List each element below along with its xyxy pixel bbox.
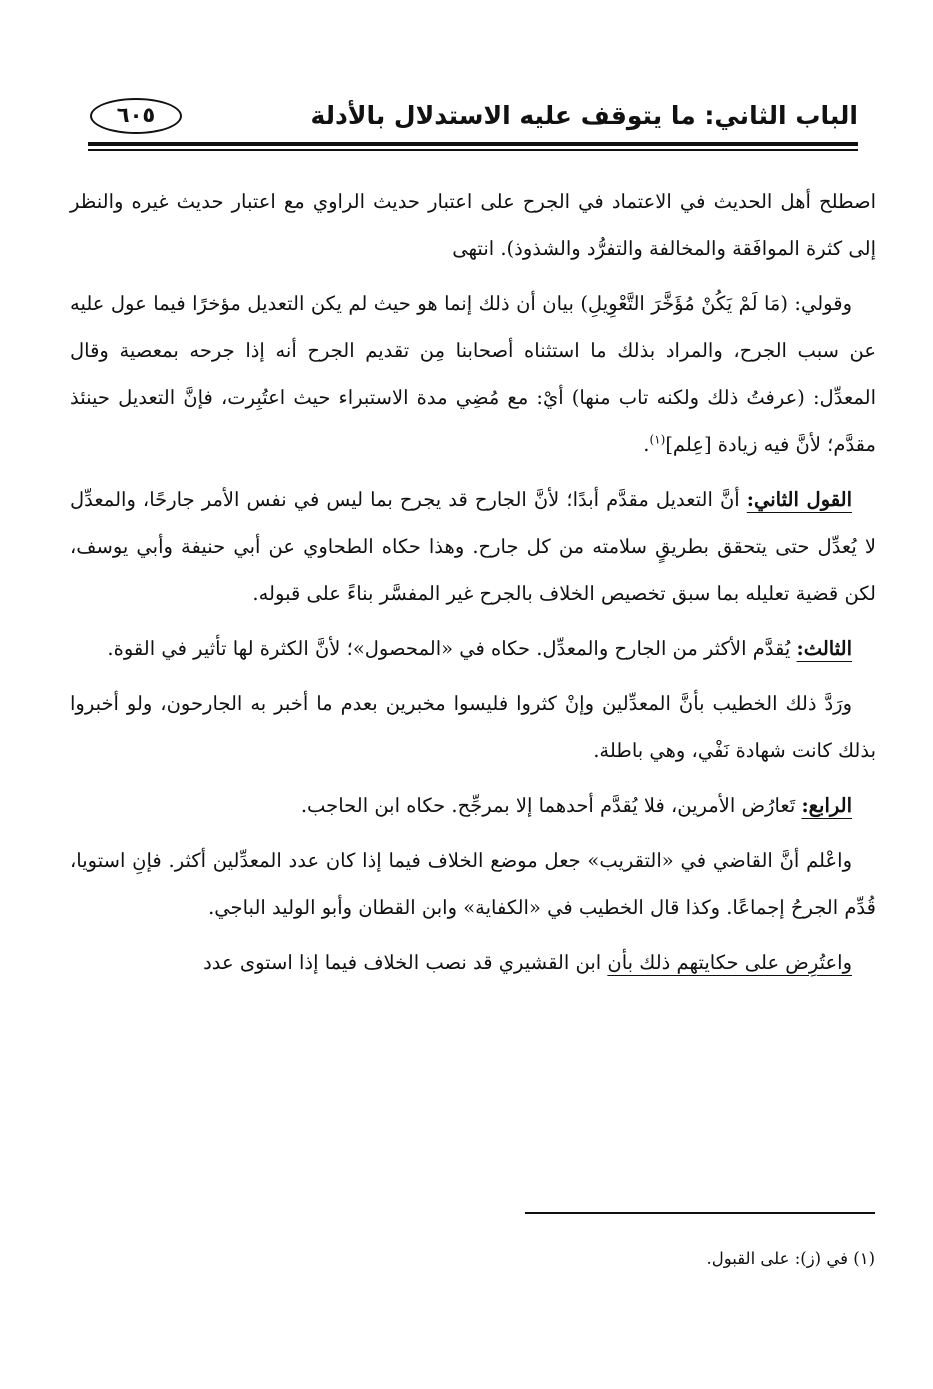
page-header — [88, 92, 858, 154]
main-text — [70, 178, 876, 994]
page-number-oval — [90, 98, 182, 134]
paragraph-7 — [70, 837, 876, 931]
paragraph-3 — [70, 476, 876, 617]
paragraph-text: وقولي: (مَا لَمْ يَكُنْ مُؤَخَّرَ التَّعْوِيلِ) بيان أن ذلك إنما هو حيث لم يكن التعديل مؤخرًا فيما عول عليه عن سبب الجرح، والمراد بذلك ما استثناه أصحابنا مِن تقديم الجرح أنه إذا جرحه بمعصية وقال المعدِّل: (عرفتُ ذلك ولكنه تاب منها) أيْ: مع مُضِي مدة الاستبراء حيث اعتُبِرت، فإنَّ التعديل حينئذ مقدَّم؛ لأنَّ فيه زيادة [عِلم] — [70, 292, 876, 456]
paragraph-text: ورَدَّ ذلك الخطيب بأنَّ المعدِّلين وإنْ كثروا فليسوا مخبرين بعدم ما أخبر به الجارحون، ولو أخبروا بذلك كانت شهادة نَفْي، وهي باطلة. — [70, 692, 876, 762]
footnote-marker: (١) — [649, 432, 666, 447]
paragraph-lead: القول الثاني: — [746, 488, 852, 511]
paragraph-lead: الثالث: — [796, 637, 852, 660]
paragraph-text: يُقدَّم الأكثر من الجارح والمعدِّل. حكاه في «المحصول»؛ لأنَّ الكثرة لها تأثير في القوة. — [107, 637, 797, 660]
footnote-separator — [525, 1212, 875, 1214]
footnote: (١) في (ز): على القبول. — [706, 1249, 875, 1268]
paragraph-2 — [70, 280, 876, 468]
chapter-title: الباب الثاني: ما يتوقف عليه الاستدلال بالأدلة — [310, 101, 858, 130]
paragraph-8 — [70, 939, 876, 986]
paragraph-4 — [70, 625, 876, 672]
header-rule-thin — [88, 149, 858, 151]
paragraph-tail: . — [643, 433, 650, 456]
paragraph-text: واعْلم أنَّ القاضي في «التقريب» جعل موضع الخلاف فيما إذا كان عدد المعدِّلين أكثر. فإنِ استويا، قُدِّم الجرحُ إجماعًا. وكذا قال الخطيب في «الكفاية» وابن القطان وأبو الوليد الباجي. — [70, 849, 876, 919]
paragraph-6 — [70, 782, 876, 829]
header-rule-thick — [88, 142, 858, 146]
paragraph-text: أنَّ التعديل مقدَّم أبدًا؛ لأنَّ الجارح قد يجرح بما ليس في نفس الأمر جارحًا، والمعدِّل لا يُعدِّل حتى يتحقق بطريقٍ سلامته من كل جارح. وهذا حكاه الطحاوي عن أبي حنيفة وأبي يوسف، لكن قضية تعليله بما سبق تخصيص الخلاف بالجرح غير المفسَّر بناءً على قبوله. — [70, 488, 876, 605]
paragraph-text: ابن القشيري قد نصب الخلاف فيما إذا استوى عدد — [203, 951, 608, 974]
page-number: ٦٠٥ — [116, 103, 156, 127]
paragraph-text: تَعارُض الأمرين، فلا يُقدَّم أحدهما إلا بمرجِّح. حكاه ابن الحاجب. — [300, 794, 802, 817]
paragraph-5 — [70, 680, 876, 774]
paragraph-lead: الرابع: — [801, 794, 852, 817]
paragraph-text: اصطلح أهل الحديث في الاعتماد في الجرح على اعتبار حديث الراوي مع اعتبار حديث غيره والنظر إلى كثرة الموافَقة والمخالفة والتفرُّد والشذوذ). انتهى — [70, 190, 876, 260]
paragraph-1 — [70, 178, 876, 272]
paragraph-underlined: واعتُرِض على حكايتهم ذلك بأن — [607, 951, 852, 974]
